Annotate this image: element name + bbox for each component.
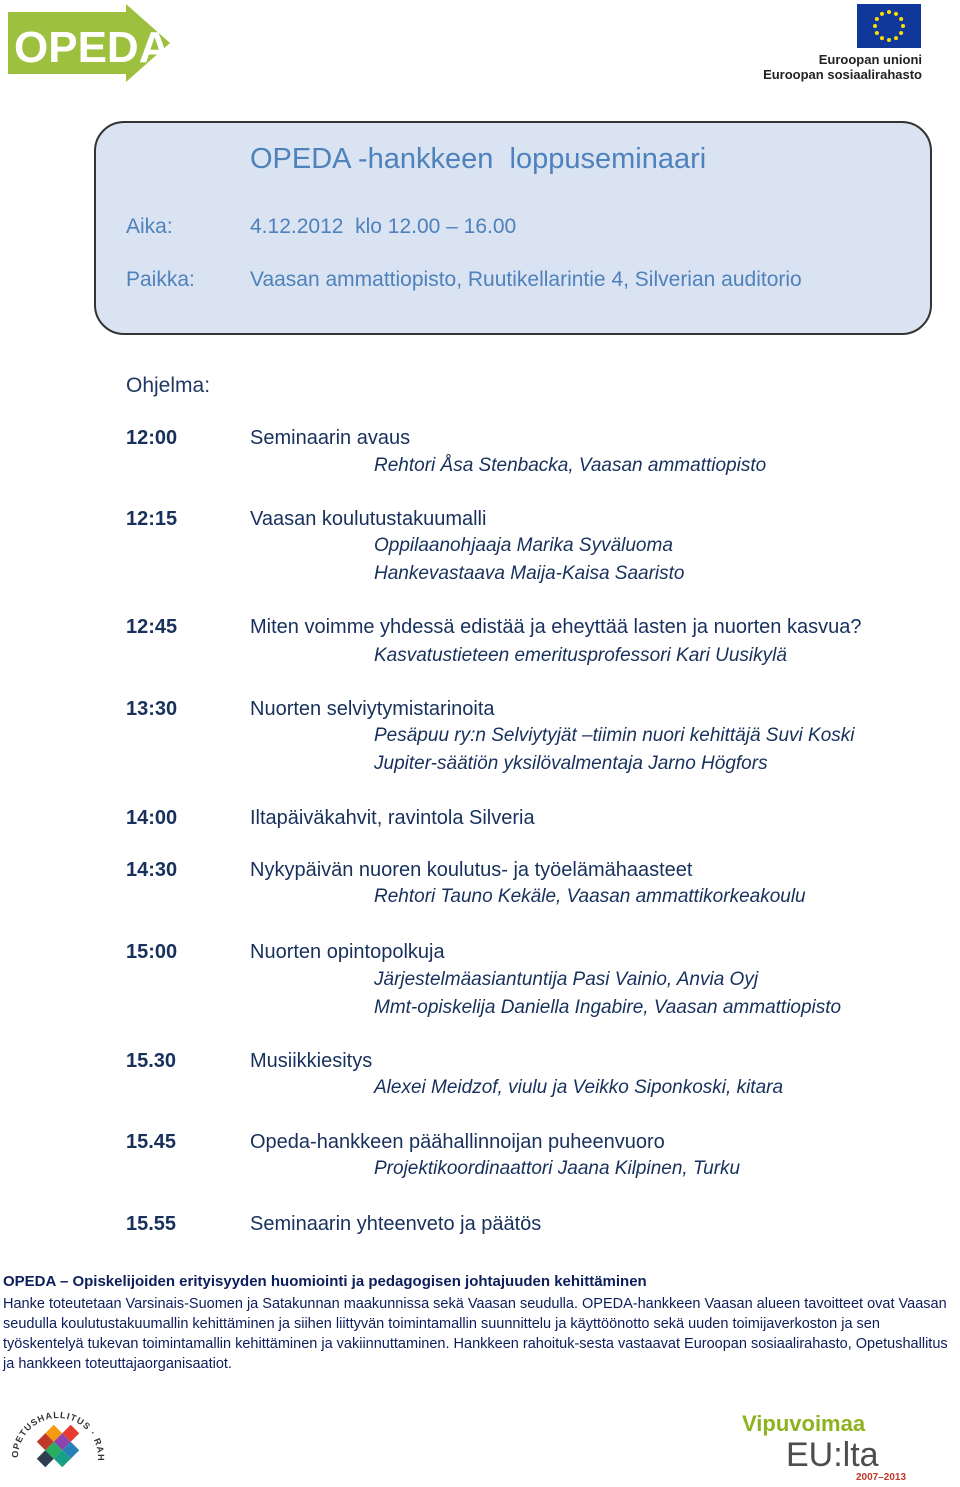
program-speaker: Alexei Meidzof, viulu ja Veikko Siponkoski, kitara	[374, 1077, 784, 1098]
program-speaker: Järjestelmäasiantuntija Pasi Vainio, Anvia Oyj	[374, 969, 759, 990]
program-time: 15.55	[126, 1213, 177, 1235]
program-speaker: Oppilaanohjaaja Marika Syväluoma	[374, 535, 673, 556]
eu-star	[899, 31, 903, 35]
opetushallitus-logo	[4, 1398, 108, 1482]
eu-star	[880, 36, 884, 40]
program-topic: Iltapäiväkahvit, ravintola Silveria	[250, 807, 535, 829]
event-title: OPEDA -hankkeen loppuseminaari	[250, 143, 707, 175]
eu-line-2: Euroopan sosiaalirahasto	[763, 67, 922, 82]
opeda-logo	[8, 4, 170, 82]
eu-star	[894, 36, 898, 40]
place-value: Vaasan ammattiopisto, Ruutikellarintie 4, Silverian auditorio	[250, 268, 802, 291]
program-topic: Seminaarin avaus	[250, 427, 411, 449]
time-label: Aika:	[126, 215, 173, 238]
time-value: 4.12.2012 klo 12.00 – 16.00	[250, 215, 517, 238]
program-time: 15.30	[126, 1050, 177, 1072]
program-time: 12:00	[126, 427, 178, 449]
program-speaker: Hankevastaava Maija-Kaisa Saaristo	[374, 563, 685, 584]
eu-star	[875, 17, 879, 21]
eu-star	[887, 38, 891, 42]
eu-star	[894, 12, 898, 16]
program-speaker: Mmt-opiskelija Daniella Ingabire, Vaasan ammattiopisto	[374, 997, 842, 1018]
eu-flag-icon	[857, 4, 921, 48]
program-time: 14:00	[126, 807, 178, 829]
program-speaker: Projektikoordinaattori Jaana Kilpinen, Turku	[374, 1158, 741, 1179]
footer-heading: OPEDA – Opiskelijoiden erityisyyden huomiointi ja pedagogisen johtajuuden kehittäminen	[3, 1273, 647, 1290]
eu-star	[880, 12, 884, 16]
eu-logo-text	[760, 52, 922, 82]
program-time: 15.45	[126, 1131, 177, 1153]
program-topic: Vaasan koulutustakuumalli	[250, 508, 487, 530]
eu-star	[901, 24, 905, 28]
program-time: 12:45	[126, 616, 178, 638]
vipuvoimaa-logo-years: 2007–2013	[856, 1472, 907, 1483]
vipuvoimaa-logo-title: Vipuvoimaa	[742, 1411, 866, 1436]
program-topic: Musiikkiesitys	[250, 1050, 373, 1072]
place-label: Paikka:	[126, 268, 195, 291]
program-heading: Ohjelma:	[126, 374, 211, 397]
eu-line-1: Euroopan unioni	[818, 52, 922, 67]
program-time: 12:15	[126, 508, 178, 530]
program-speaker: Kasvatustieteen emeritusprofessori Kari Uusikylä	[374, 645, 787, 666]
svg-text:OPETUSHALLITUS · RAHOITTAA HAN: OPETUSHALLITUS · RAH	[9, 1409, 107, 1462]
eu-star	[873, 24, 877, 28]
program-topic: Opeda-hankkeen päähallinnoijan puheenvuoro	[250, 1131, 665, 1153]
program-speaker: Rehtori Tauno Kekäle, Vaasan ammattikorkeakoulu	[374, 886, 806, 907]
eu-star	[887, 10, 891, 14]
program-topic: Seminaarin yhteenveto ja päätös	[250, 1213, 542, 1235]
program-topic: Nykypäivän nuoren koulutus- ja työelämähaasteet	[250, 859, 693, 881]
vipuvoimaa-logo-eu: EU:lta	[786, 1436, 879, 1474]
program-speaker: Jupiter-säätiön yksilövalmentaja Jarno Högfors	[374, 753, 768, 774]
program-topic: Nuorten selviytymistarinoita	[250, 698, 495, 720]
svg-text:OPEDA: OPEDA	[14, 23, 170, 72]
eu-star	[875, 31, 879, 35]
footer-body: Hanke toteutetaan Varsinais-Suomen ja Satakunnan maakunnissa sekä Vaasan seudulla. OPEDA-hankkeen Vaasan alueen tavoitteet ovat Vaasan seudulla koulutustakuumallin kehittäminen ja siihen liittyvän toimintamallin suunnittelu ja käyttöönotto sekä uuden toimijaverkoston ja sen työskentelyä tukevan toimintamallin kehittäminen ja vakiinnuttaminen. Hankkeen rahoituk-sesta vastaavat Euroopan sosiaalirahasto, Opetushallitus ja hankkeen toteuttajaorganisaatiot.	[3, 1296, 948, 1372]
program-topic: Nuorten opintopolkuja	[250, 941, 445, 963]
program-speaker: Rehtori Åsa Stenbacka, Vaasan ammattiopisto	[374, 455, 767, 476]
program-time: 13:30	[126, 698, 178, 720]
program-time: 15:00	[126, 941, 178, 963]
program-topic: Miten voimme yhdessä edistää ja eheyttää lasten ja nuorten kasvua?	[250, 616, 862, 638]
eu-star	[899, 17, 903, 21]
program-speaker: Pesäpuu ry:n Selviytyjät –tiimin nuori kehittäjä Suvi Koski	[374, 725, 855, 746]
program-time: 14:30	[126, 859, 178, 881]
